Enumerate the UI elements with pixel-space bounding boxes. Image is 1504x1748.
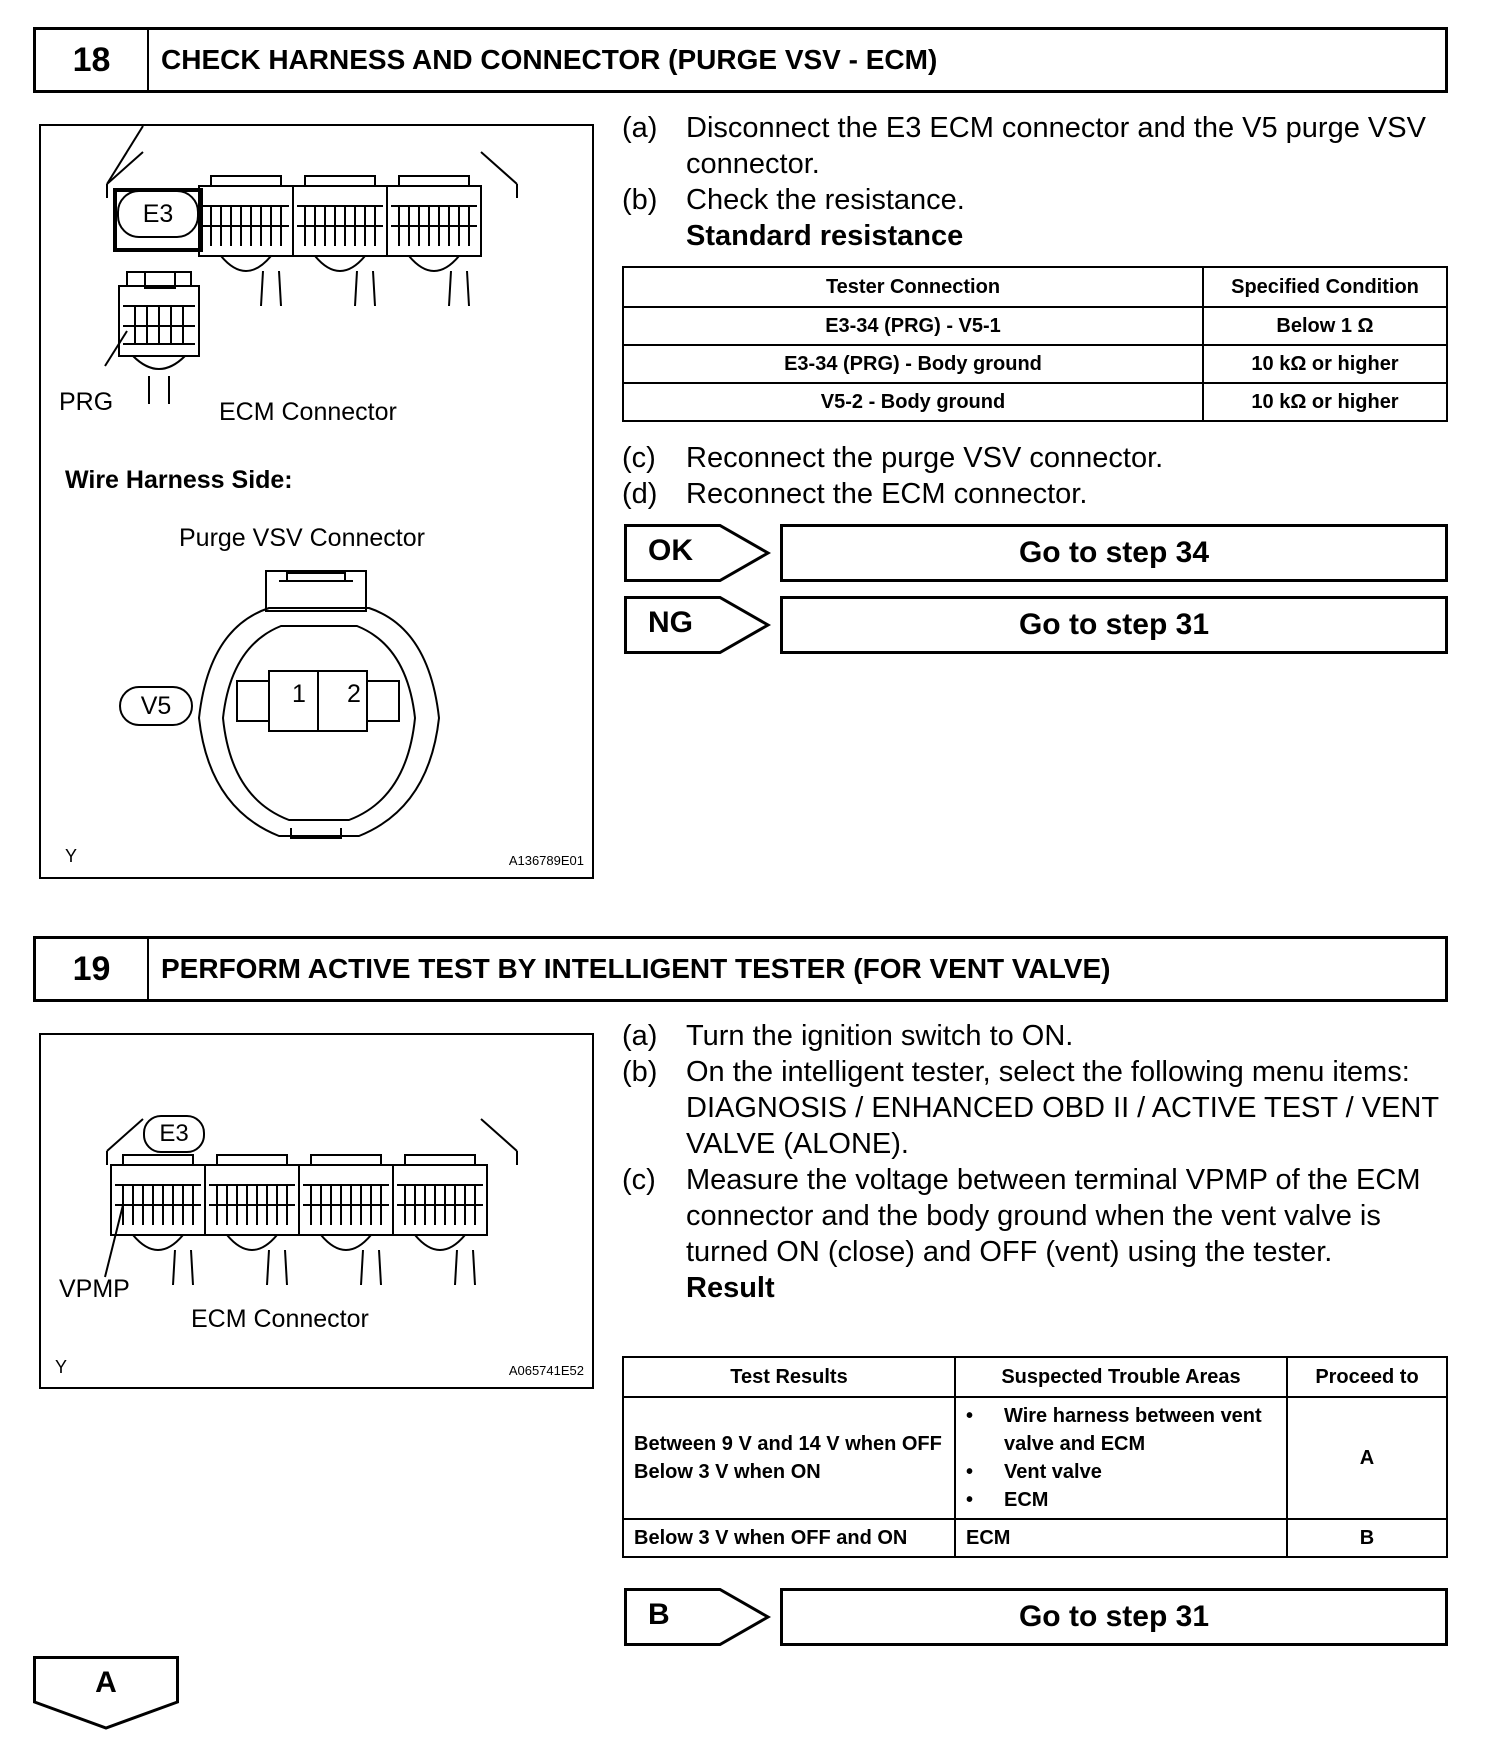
step-number: 19 [36,939,149,999]
figure-code: A065741E52 [508,1363,584,1378]
ok-go-to-step-34[interactable]: Go to step 34 [780,524,1448,582]
arrow-tag-icon [624,1588,772,1646]
instruction-b: (b) On the intelligent tester, select the following menu items: DIAGNOSIS / ENHANCED OBD II / ACTIVE TEST / VENT VALVE (ALONE). [622,1056,1439,1160]
table-row: E3-34 (PRG) - Body ground 10 kΩ or higher [623,345,1447,383]
table-row: V5-2 - Body ground 10 kΩ or higher [623,383,1447,421]
e3-tag: E3 [117,190,199,238]
list-item: • ECM [966,1489,1049,1511]
list-item: • Wire harness between vent valve and ECM [966,1405,1262,1455]
e3-tag: E3 [143,1115,205,1153]
b-tag: B [624,1588,772,1646]
instruction-a: (a) Disconnect the E3 ECM connector and the V5 purge VSV connector. [622,112,1426,180]
table-header: Test Results [623,1357,955,1397]
resistance-table [622,266,1448,422]
table-row: Between 9 V and 14 V when OFF Below 3 V when ON • Wire harness between vent valve and ECM • Vent valve • ECM A [623,1397,1447,1519]
list-item: • Vent valve [966,1461,1102,1483]
table-row: Below 3 V when OFF and ON ECM B [623,1519,1447,1557]
instruction-d: (d) Reconnect the ECM connector. [622,478,1088,510]
b-go-to-step-31[interactable]: Go to step 31 [780,1588,1448,1646]
instruction-b: (b) Check the resistance. [622,184,965,216]
a-next-tag[interactable]: A [33,1656,179,1730]
connector-diagram [41,126,592,877]
purge-vsv-connector-label: Purge VSV Connector [179,524,425,552]
ng-go-to-step-31[interactable]: Go to step 31 [780,596,1448,654]
wire-harness-side-label: Wire Harness Side: [65,466,293,494]
step-title: CHECK HARNESS AND CONNECTOR (PURGE VSV - ECM) [161,44,938,75]
step-18-figure [39,124,594,879]
v5-tag: V5 [119,686,193,726]
ecm-connector-label: ECM Connector [219,398,397,426]
pin-2: 2 [347,680,361,708]
figure-code: A136789E01 [508,853,584,868]
arrow-tag-icon [624,596,772,654]
table-header: Tester Connection [623,267,1203,307]
step-number: 18 [36,30,149,90]
table-header: Specified Condition [1203,267,1447,307]
ecm-connector-label: ECM Connector [191,1305,369,1333]
step-19-instructions [622,1018,1452,1306]
corner-y: Y [55,1357,68,1377]
instruction-a: (a) Turn the ignition switch to ON. [622,1020,1074,1052]
table-row: E3-34 (PRG) - V5-1 Below 1 Ω [623,307,1447,345]
standard-resistance-label: Standard resistance [686,220,964,252]
table-header: Suspected Trouble Areas [955,1357,1287,1397]
step-18-instructions [622,110,1452,254]
step-18-header [33,27,1448,93]
pin-1: 1 [292,680,306,708]
step-title: PERFORM ACTIVE TEST BY INTELLIGENT TESTER (FOR VENT VALVE) [161,953,1111,984]
result-label: Result [686,1272,775,1304]
arrow-tag-icon [624,524,772,582]
step-19-header [33,936,1448,1002]
vpmp-label: VPMP [59,1275,130,1303]
ok-tag: OK [624,524,772,582]
instruction-c: (c) Reconnect the purge VSV connector. [622,442,1164,474]
instruction-c: (c) Measure the voltage between terminal VPMP of the ECM connector and the body ground when the vent valve is turned ON (close) and OFF (vent) using the tester. [622,1164,1421,1268]
table-header: Proceed to [1287,1357,1447,1397]
step-18-instructions-after [622,440,1452,512]
ecm-connector-diagram [41,1035,592,1387]
ng-tag: NG [624,596,772,654]
step-19-figure [39,1033,594,1389]
corner-y: Y [65,846,78,866]
result-table [622,1356,1448,1558]
prg-label: PRG [59,388,114,416]
